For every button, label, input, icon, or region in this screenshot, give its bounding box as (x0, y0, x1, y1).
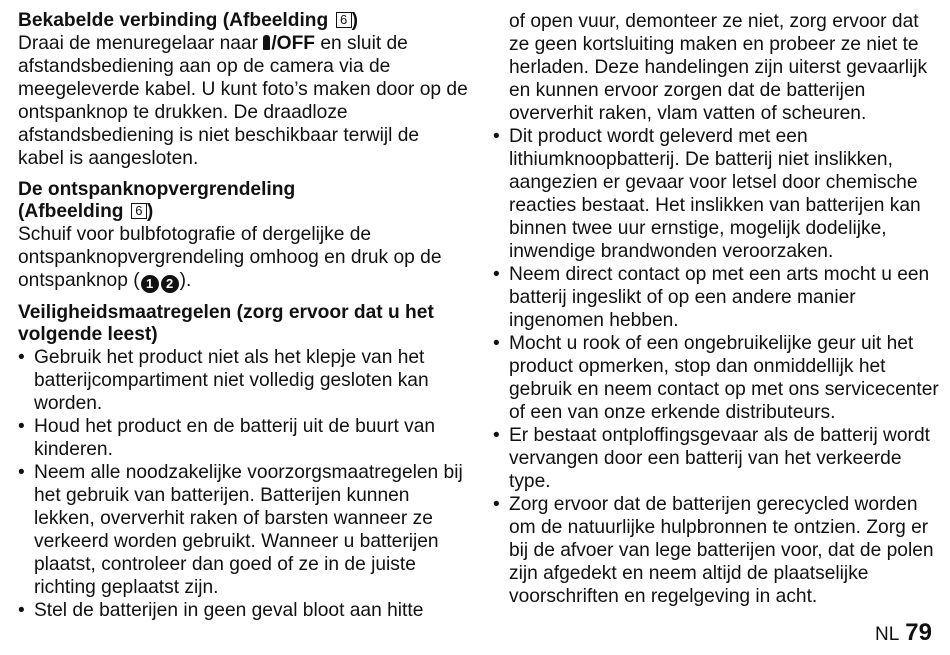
section-shutter-lock (18, 179, 468, 293)
list-item: • Neem direct contact op met een arts mocht u een batterij ingeslikt of op een andere manier ingenomen hebben. (493, 263, 943, 332)
right-column (493, 10, 943, 608)
list-item: • Gebruik het product niet als het klepje van het batterijcompartiment niet volledig gesloten kan worden. (18, 346, 468, 415)
paragraph-wired-connection: Draai de menuregelaar naar /OFF en sluit de afstandsbediening aan op de camera via de meegeleverde kabel. U kunt foto’s maken door op de ontspanknop te drukken. De draadloze afstandsbediening is niet beschikbaar terwijl de kabel is aangesloten. (18, 33, 468, 169)
step-1-icon: 1 (141, 275, 159, 293)
heading-wired-connection: Bekabelde verbinding (Afbeelding 6 ) (18, 10, 358, 31)
step-2-icon: 2 (161, 275, 179, 293)
left-column (18, 10, 468, 631)
list-item: • Stel de batterijen in geen geval bloot aan hitte (18, 599, 468, 622)
list-item-continuation: of open vuur, demonteer ze niet, zorg ervoor dat ze geen kortsluiting maken en probeer ze niet te herladen. Deze handelingen zijn uiterst gevaarlijk en kunnen ervoor zorgen dat de batterijen oververhit raken, vlam vatten of scheuren. (509, 11, 928, 124)
list-item: • Er bestaat ontploffingsgevaar als de batterij wordt vervangen door een batterij van het verkeerde type. (493, 424, 943, 493)
list-item: • Mocht u rook of een ongebruikelijke geur uit het product opmerken, stop dan onmiddellijk het gebruik en neem contact op met ons servicecenter of een van onze erkende distributeurs. (493, 332, 943, 424)
paragraph-shutter-lock: Schuif voor bulbfotografie of dergelijke de ontspanknopvergrendeling omhoog en druk op de ontspanknop ( 1 2 ). (18, 224, 442, 291)
figure-ref-box: 6 (336, 12, 352, 28)
page-footer (875, 619, 932, 647)
safety-list-right (493, 125, 943, 608)
section-wired-connection (18, 10, 468, 170)
heading-shutter-lock: De ontspanknopvergrendeling (Afbeelding 6 ) (18, 179, 296, 222)
list-item: • Dit product wordt geleverd met een lithiumknoopbatterij. De batterij niet inslikken, aangezien er gevaar voor letsel door chemische reacties bestaat. Het inslikken van batterijen kan binnen twee uur ernstige, mogelijk dodelijke, inwendige brandwonden veroorzaken. (493, 125, 943, 263)
list-item: • Houd het product en de batterij uit de buurt van kinderen. (18, 415, 468, 461)
figure-ref-box: 6 (131, 203, 147, 219)
list-item: • Neem alle noodzakelijke voorzorgsmaatregelen bij het gebruik van batterijen. Batterijen kunnen lekken, oververhit raken of barsten wanneer ze verkeerd worden gebruikt. Wanneer u batterijen plaatst, controleer dan goed of ze in de juiste richting geplaatst zijn. (18, 461, 468, 599)
remote-mode-icon (263, 35, 270, 50)
language-code: NL (875, 624, 900, 645)
safety-list-left (18, 346, 468, 622)
heading-safety: Veiligheidsmaatregelen (zorg ervoor dat u het volgende leest) (18, 302, 434, 345)
list-item: • Zorg ervoor dat de batterijen gerecycled worden om de natuurlijke hulpbronnen te ontzien. Zorg er bij de afvoer van lege batterijen voor, dat de polen zijn afgedekt en neem altijd de plaatselijke voorschriften en regelgeving in acht. (493, 493, 943, 608)
section-safety (18, 302, 468, 622)
page-number: 79 (905, 619, 932, 646)
